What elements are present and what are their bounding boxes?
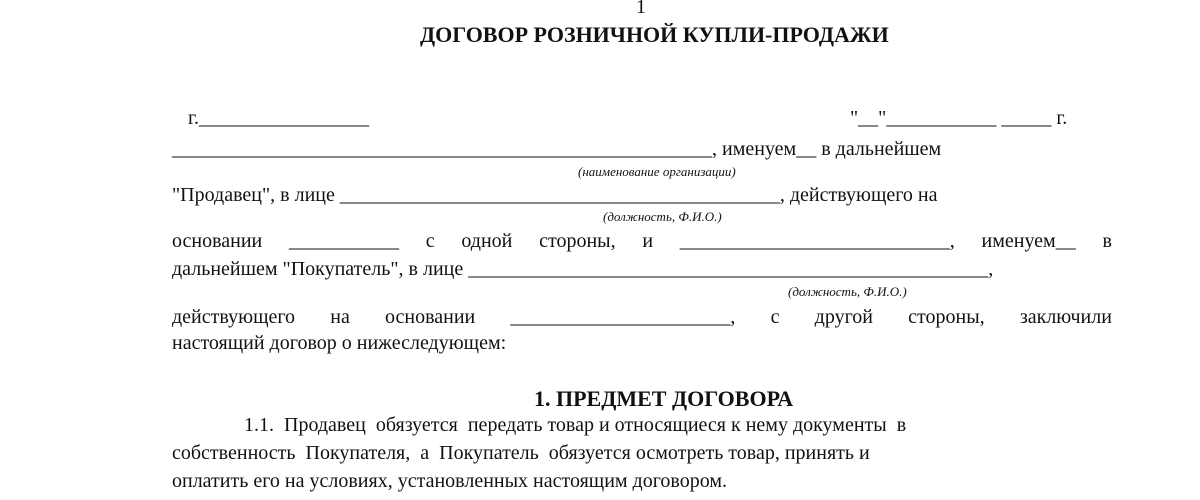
buyer-representative-blank[interactable]: ____________________________________________________ (468, 258, 989, 280)
basis-word-2: с (425, 230, 435, 252)
date-quote-open: " (850, 107, 859, 129)
organization-line (172, 138, 1112, 161)
seller-representative-blank[interactable]: ____________________________________________ (339, 184, 780, 206)
organization-tail: , именуем__ в дальнейшем (712, 138, 942, 160)
buyer-basis-blank[interactable]: ______________________, (510, 306, 736, 328)
acting-word-0: действующего (172, 306, 296, 328)
basis-line (172, 230, 1112, 253)
basis-word-4: стороны, (539, 230, 616, 252)
basis-word-7: именуем__ (981, 230, 1076, 252)
buyer-name-blank[interactable]: ___________________________, (679, 230, 955, 252)
date-year-blank[interactable]: _____ (1001, 107, 1052, 129)
seller-caption: (должность, Ф.И.О.) (603, 209, 722, 224)
seller-line (172, 184, 1112, 207)
basis-word-5: и (642, 230, 654, 252)
date-line (840, 84, 1067, 130)
buyer-caption: (должность, Ф.И.О.) (788, 284, 907, 299)
date-day-blank[interactable]: __ (858, 107, 879, 129)
city-label: г. (188, 107, 199, 129)
city-line (178, 84, 369, 130)
buyer-line (172, 258, 1112, 281)
acting-word-7: заключили (1019, 306, 1112, 328)
document-title: ДОГОВОР РОЗНИЧНОЙ КУПЛИ-ПРОДАЖИ (420, 22, 889, 47)
buyer-start: дальнейшем "Покупатель", в лице (172, 258, 464, 280)
date-year-suffix: г. (1056, 107, 1068, 129)
acting-word-2: основании (385, 306, 476, 328)
buyer-tail: , (988, 258, 994, 280)
basis-word-0: основании (172, 230, 263, 252)
clause-1-1-line-3: оплатить его на условиях, установленных настоящим договором. (172, 470, 728, 492)
preamble-last-line: настоящий договор о нижеследующем: (172, 332, 507, 354)
basis-word-3: одной (461, 230, 513, 252)
acting-word-4: с (770, 306, 780, 328)
basis-word-8: в (1102, 230, 1112, 252)
acting-line (172, 306, 1112, 329)
date-month-blank[interactable]: ___________ (886, 107, 997, 129)
clause-1-1-line-1: 1.1. Продавец обязуется передать товар и относящиеся к нему документы в (244, 414, 907, 436)
acting-word-5: другой (814, 306, 873, 328)
section-1-heading: 1. ПРЕДМЕТ ДОГОВОРА (534, 386, 794, 411)
acting-word-1: на (330, 306, 350, 328)
seller-tail: , действующего на (779, 184, 938, 206)
seller-start: "Продавец", в лице (172, 184, 335, 206)
page-number: 1 (636, 0, 646, 18)
organization-blank[interactable]: ______________________________________________________ (172, 138, 712, 160)
acting-word-6: стороны, (908, 306, 985, 328)
seller-basis-blank[interactable]: ___________ (288, 230, 399, 252)
date-quote-close: " (878, 107, 887, 129)
clause-1-1-line-2: собственность Покупателя, а Покупатель обязуется осмотреть товар, принять и (172, 442, 870, 464)
city-blank[interactable]: _________________ (198, 107, 369, 129)
organization-caption: (наименование организации) (578, 164, 736, 179)
